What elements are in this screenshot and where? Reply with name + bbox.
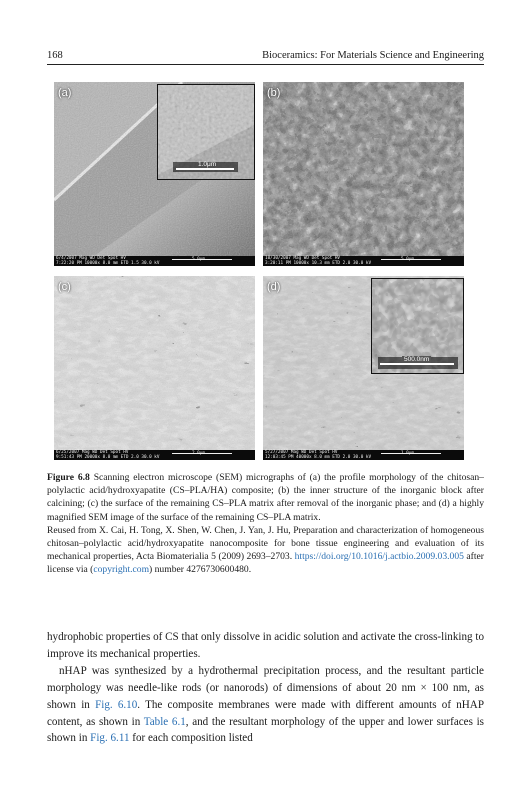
inset-scale-label-d: 500.0nm [404,356,430,363]
panel-label-b: (b) [267,87,281,99]
caption-main [47,471,484,524]
sem-panel-d [263,276,464,460]
scale-label-d: 1.0μm [401,451,414,456]
scale-label-a: 5.0μm [192,257,205,262]
running-head [47,46,484,65]
paragraph-1: hydrophobic properties of CS that only dissolve in acidic solution and activate the cross-linking to improve its mechanical properties. [47,631,484,660]
paragraph-2 [47,663,484,748]
databar-row2-a: 7:22:20 PM 10000x 8.0 mm ETD 1.5 30.0 kV [56,261,160,266]
paragraph-2-part-d: for each composition listed [129,732,253,745]
sem-micrograph-c [54,276,255,450]
caption-label: Figure 6.8 [47,472,90,483]
caption-text: Scanning electron microscope (SEM) micrographs of (a) the profile morphology of the chitosan–polylactic acid/hydroxyapatite (CS–PLA/HA) composite; (b) the inner structure of the inorganic block after calcining; (c) the surface of the remaining CS–PLA matrix after removal of the inorganic phase; and (d) a highly magnified SEM image of the surface of the remaining CS–PLA matrix. [47,472,484,523]
license-number: ) number 4276730600480. [149,564,252,576]
scale-label-b: 5.0μm [401,257,414,262]
sem-databar-d [263,450,464,460]
sem-databar-c [54,450,255,460]
paragraph-2-part-c: , and the resultant morphology of the upper and lower surfaces is shown in [47,715,484,745]
sem-databar-b [263,256,464,266]
sem-micrograph-b [263,82,464,256]
sem-databar-a [54,256,255,266]
figure-caption [47,471,484,577]
panel-label-a: (a) [58,87,72,99]
license-text: after license via ( [47,551,484,576]
inset-scale-label-a: 1.0μm [198,161,217,168]
sem-panel-b [263,82,464,266]
scale-label-c: 2.0μm [192,451,205,456]
databar-row2-d: 12:03:45 PM 40000x 8.0 mm ETD 2.0 30.0 kV [265,455,372,460]
sem-panel-c [54,276,255,460]
figure-6-8 [54,82,464,464]
inset-a [157,84,255,180]
sem-panel-a [54,82,255,266]
inset-scale-bar-a [176,168,234,170]
panel-label-c: (c) [58,281,71,293]
paragraph-2-part-a: nHAP was synthesized by a hydrothermal precipitation process, and the resultant particle morphology was needle-like rods (or nanorods) of dimensions of about 20 nm × 100 nm, as shown in [47,664,484,711]
reuse-citation: Reused from X. Cai, H. Tong, X. Shen, W. Chen, J. Yan, J. Hu, Preparation and characterization of homogeneous chitosan–polylactic acid/hydroxyapatite nanocomposite for bone tissue engineering and evaluation of its mechanical properties, Acta Biomaterialia 5 (2009) 2693–2703. [47,524,484,563]
databar-row1-b: 10/30/2007 Mag WD Det Spot HV [265,256,341,261]
databar-row1-c: 6/25/2007 Mag WD Det Spot HV [56,450,129,455]
book-title: Bioceramics: For Materials Science and Engineering [262,50,484,61]
xref-fig-6-10[interactable]: Fig. 6.10 [95,698,138,711]
caption-reuse [47,524,484,577]
inset-d [371,278,464,374]
databar-row2-c: 9:51:43 PM 20000x 8.0 mm ETD 2.0 30.0 kV [56,455,160,460]
xref-fig-6-11[interactable]: Fig. 6.11 [90,732,130,745]
databar-row2-b: 3:20:11 PM 10000x 10.3 mm ETD 2.0 30.0 kV [265,261,372,266]
paragraph-2-part-b: . The composite membranes were made with different amounts of nHAP content, as shown in [47,698,484,728]
page-number: 168 [47,50,63,61]
databar-row1-a: 6/4/2007 Mag WD Det Spot HV [56,256,126,261]
databar-row1-d: 5/27/2007 Mag WD Det Spot HV [265,450,338,455]
doi-link[interactable]: https://doi.org/10.1016/j.actbio.2009.03.005 [294,551,464,563]
xref-table-6-1[interactable]: Table 6.1 [143,715,186,728]
inset-scale-bar-d [380,363,454,365]
panel-label-d: (d) [267,281,281,293]
copyright-link[interactable]: copyright.com [93,564,150,576]
body-text [47,629,484,747]
